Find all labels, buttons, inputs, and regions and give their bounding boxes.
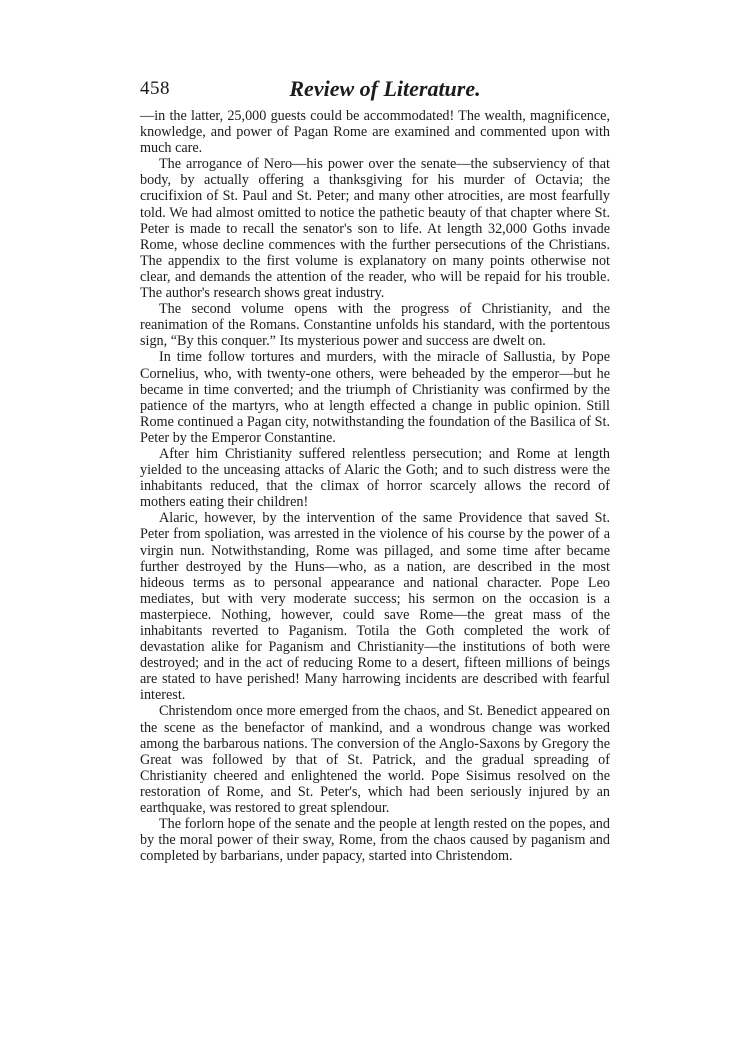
paragraph: The second volume opens with the progress of Christianity, and the reanimation of the Romans. Constantine unfolds his standard, with the portentous sign, “By this conquer.” Its mysterious power and success are dwelt on. [140,301,610,350]
paragraph: Alaric, however, by the intervention of the same Providence that saved St. Peter from spoliation, was arrested in the violence of his course by the power of a virgin nun. Notwithstanding, Rome was pillaged, and some time after became further destroyed by the Huns—who, as a nation, are described in the most hideous terms as to personal appearance and national character. Pope Leo mediates, but with very moderate success; his sermon on the occasion is a masterpiece. Nothing, however, could save Rome—the great mass of the inhabitants reverted to Paganism. Totila the Goth completed the work of devastation alike for Paganism and Christianity—the institutions of both were destroyed; and in the act of reducing Rome to a desert, fifteen millions of beings are stated to have perished! Many harrowing incidents are described with fearful interest. [140,510,610,704]
page-header [140,74,610,106]
running-title: Review of Literature. [289,76,481,101]
page-number: 458 [140,78,170,99]
paragraph: Christendom once more emerged from the chaos, and St. Benedict appeared on the scene as the benefactor of mankind, and a wondrous change was worked among the barbarous nations. The conversion of the Anglo-Saxons by Gregory the Great was followed by that of St. Patrick, and the gradual spreading of Christianity cheered and enlightened the world. Pope Sisimus resolved on the restoration of Rome, and St. Peter's, which had been seriously injured by an earthquake, was restored to great splendour. [140,703,610,817]
article-body [140,108,610,864]
paragraph: The arrogance of Nero—his power over the senate—the subserviency of that body, by actually offering a thanksgiving for his murder of Octavia; the crucifixion of St. Paul and St. Peter; and many other atrocities, are most fearfully told. We had almost omitted to notice the pathetic beauty of that chapter where St. Peter is made to recall the senator's son to life. At length 32,000 Goths invade Rome, whose decline commences with the further persecutions of the Christians. The appendix to the first volume is explanatory on many points otherwise not clear, and demands the attention of the reader, who will be repaid for his trouble. The author's research shows great industry. [140,156,610,302]
paragraph: After him Christianity suffered relentless persecution; and Rome at length yielded to the unceasing attacks of Alaric the Goth; and to such distress were the inhabitants reduced, that the climax of horror scarcely allows the record of mothers eating their children! [140,445,610,511]
paragraph: In time follow tortures and murders, with the miracle of Sallustia, by Pope Cornelius, who, with twenty-one others, were beheaded by the emperor—but he became in time converted; and the triumph of Christianity was confirmed by the patience of the martyrs, who at length effected a change in public opinion. Still Rome continued a Pagan city, notwithstanding the foundation of the Basilica of St. Peter by the Emperor Constantine. [140,349,610,446]
paragraph: The forlorn hope of the senate and the people at length rested on the popes, and by the moral power of their sway, Rome, from the chaos caused by paganism and completed by barbarians, under papacy, started into Christendom. [140,816,610,865]
paragraph: —in the latter, 25,000 guests could be accommodated! The wealth, magnificence, knowledge, and power of Pagan Rome are examined and commented upon with much care. [140,108,610,157]
